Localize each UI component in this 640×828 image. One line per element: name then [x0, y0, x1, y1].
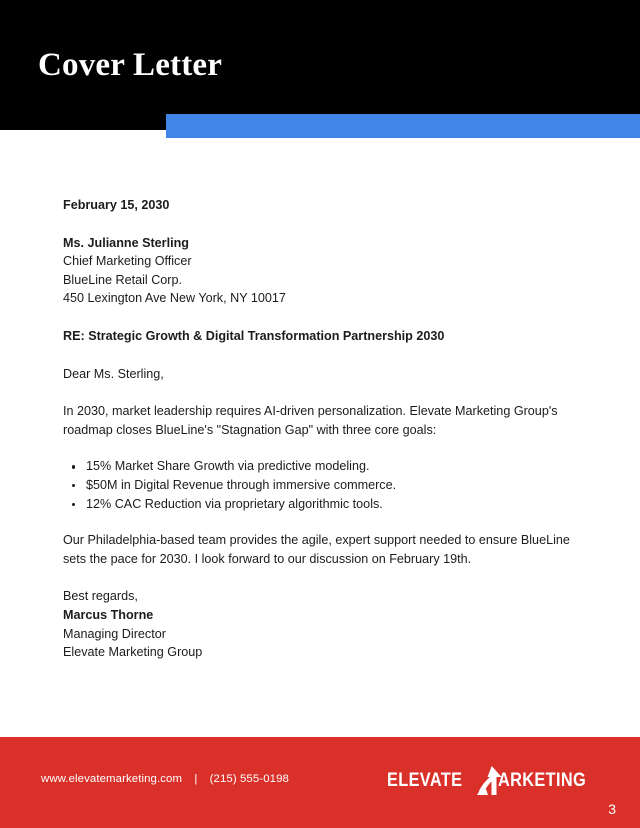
logo-word-marketing: ARKETING [497, 769, 586, 791]
letter-salutation: Dear Ms. Sterling, [63, 366, 164, 381]
spacer [63, 215, 573, 234]
recipient-title: Chief Marketing Officer [63, 254, 192, 269]
signoff-role: Managing Director [63, 626, 166, 641]
footer-contact [41, 773, 289, 785]
footer-website[interactable]: www.elevatemarketing.com [41, 773, 183, 785]
spacer [63, 439, 573, 457]
logo-word-elevate: ELEVATE [386, 769, 463, 791]
spacer [63, 308, 573, 327]
opening-paragraph: In 2030, market leadership requires AI-driven personalization. Elevate Marketing Group's roadmap closes BlueLine's "Stagnation Gap" with three core goals: [63, 404, 558, 437]
spacer [63, 383, 573, 402]
list-item: 15% Market Share Growth via predictive modeling. [86, 457, 573, 476]
brand-logo [387, 766, 600, 794]
page-header [0, 0, 640, 130]
letter-body [63, 196, 573, 662]
list-item: $50M in Digital Revenue through immersive commerce. [86, 476, 573, 495]
closing-paragraph: Our Philadelphia-based team provides the agile, expert support needed to ensure BlueLine sets the pace for 2030. I look forward to our discussion on February 19th. [63, 533, 570, 566]
spacer [63, 568, 573, 587]
page-number: 3 [608, 801, 616, 817]
page-footer [0, 737, 640, 828]
page-title: Cover Letter [38, 47, 223, 83]
signoff-valediction: Best regards, [63, 589, 138, 604]
list-item: 12% CAC Reduction via proprietary algorithmic tools. [86, 495, 573, 514]
letter-subject: RE: Strategic Growth & Digital Transformation Partnership 2030 [63, 328, 445, 343]
signoff-company: Elevate Marketing Group [63, 645, 203, 660]
signoff-name: Marcus Thorne [63, 607, 154, 622]
recipient-name: Ms. Julianne Sterling [63, 235, 189, 250]
recipient-company: BlueLine Retail Corp. [63, 272, 183, 287]
letter-date: February 15, 2030 [63, 198, 170, 212]
spacer [63, 513, 573, 531]
spacer [63, 346, 573, 365]
header-accent-bar [166, 114, 640, 138]
footer-separator: | [194, 773, 198, 785]
footer-phone[interactable]: (215) 555-0198 [209, 773, 289, 785]
recipient-address: 450 Lexington Ave New York, NY 10017 [63, 291, 286, 306]
goals-list [63, 457, 573, 513]
